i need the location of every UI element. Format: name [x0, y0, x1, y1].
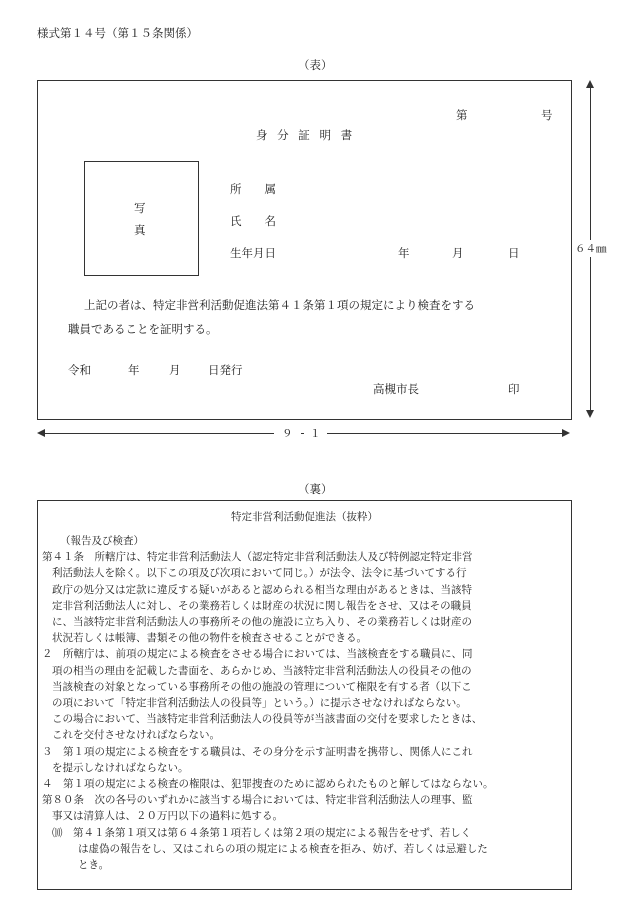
text-line: ４ 第１項の規定による検査の権限は、犯罪捜査のために認められたものと解してはならない。 [42, 778, 494, 791]
date-of-birth-label: 生年月日 [230, 246, 276, 260]
text-line: 政庁の処分又は定款に違反する疑いがあると認められる相当な理由があるときは、当該特 [52, 583, 472, 596]
seal-mark: 印 [508, 382, 520, 396]
text-line: （報告及び検査） [60, 535, 144, 547]
text-line: ３ 第１項の規定による検査をする職員は、その身分を示す証明書を携帯し、関係人にこれ [42, 745, 473, 758]
text-line: に、当該特定非営利活動法人の事務所その他の施設に立ち入り、その業務若しくは財産の [52, 616, 472, 629]
text-line: 利活動法人を除く。以下この項及び次項において同じ。）が法令、法令に基づいてする行 [52, 567, 467, 580]
text-line: 状況若しくは帳簿、書類その他の物件を検査させることができる。 [52, 632, 367, 645]
text-line: 第８０条 次の各号のいずれかに該当する場合においては、特定非営利活動法人の理事、監 [42, 794, 473, 807]
text-line: ２ 所轄庁は、前項の規定による検査をさせる場合においては、当該検査をする職員に、同 [42, 648, 473, 661]
id-card-back [37, 500, 572, 890]
text-line: 項の相当の理由を記載した書面を、あらかじめ、当該特定非営利活動法人の役員その他の [52, 664, 472, 677]
issue-day-unit: 日発行 [208, 363, 243, 377]
back-heading: （裏） [298, 482, 333, 496]
text-line: 定非営利活動法人に対し、その業務若しくは財産の状況に関し報告をさせ、又はその職員 [52, 599, 472, 612]
issue-month-unit: 月 [169, 363, 181, 377]
photo-box [84, 161, 199, 276]
photo-label-2: 真 [134, 223, 146, 237]
width-dimension-label-1: ９ [274, 426, 301, 441]
certificate-number-suffix: 号 [541, 108, 553, 122]
height-dimension-label: ６４㎜ [575, 240, 607, 257]
text-line: これを交付させなければならない。 [52, 729, 220, 742]
certificate-title: 身 分 証 明 書 [256, 128, 356, 142]
text-line: を提示しなければならない。 [52, 761, 189, 774]
certification-line-2: 職員であることを証明する。 [68, 322, 218, 336]
form-title: 様式第１４号（第１５条関係） [37, 26, 198, 40]
dob-year-unit: 年 [398, 246, 410, 260]
text-line: この場合において、当該特定非営利活動法人の役員等が当該書面の交付を要求したときは、 [52, 713, 483, 726]
issue-year-unit: 年 [128, 363, 140, 377]
dob-month-unit: 月 [452, 246, 464, 260]
text-line: とき。 [78, 859, 110, 872]
affiliation-label: 所 属 [230, 182, 276, 196]
id-card-front [37, 80, 572, 420]
issue-era: 令和 [68, 363, 91, 377]
front-heading: （表） [298, 58, 333, 72]
text-line: の項において「特定非営利活動法人の役員等」という。）に提示させなければならない。 [52, 697, 467, 710]
law-excerpt-body [38, 533, 571, 873]
text-line: 第４１条 所轄庁は、特定非営利活動法人（認定特定非営利活動法人及び特例認定特定非営 [42, 551, 473, 564]
dob-day-unit: 日 [508, 246, 520, 260]
issuer-name: 高槻市長 [373, 382, 419, 396]
certification-line-1: 上記の者は、特定非営利活動促進法第４１条第１項の規定により検査をする [84, 298, 475, 312]
photo-label-1: 写 [134, 201, 146, 215]
text-line: 当該検査の対象となっている事務所その他の施設の管理について権限を有する者（以下こ [52, 680, 472, 693]
text-line: 事又は清算人は、２０万円以下の過料に処する。 [52, 810, 283, 823]
law-excerpt-title: 特定非営利活動促進法（抜粋） [231, 511, 378, 523]
width-dimension-label-2: １ [304, 426, 327, 441]
name-label: 氏 名 [230, 214, 276, 228]
text-line: ⑽ 第４１条第１項又は第６４条第１項若しくは第２項の規定による報告をせず、若しく [52, 826, 472, 839]
certificate-number-label: 第 [456, 108, 468, 122]
text-line: は虚偽の報告をし、又はこれらの項の規定による検査を拒み、妨げ、若しくは忌避した [78, 842, 488, 855]
